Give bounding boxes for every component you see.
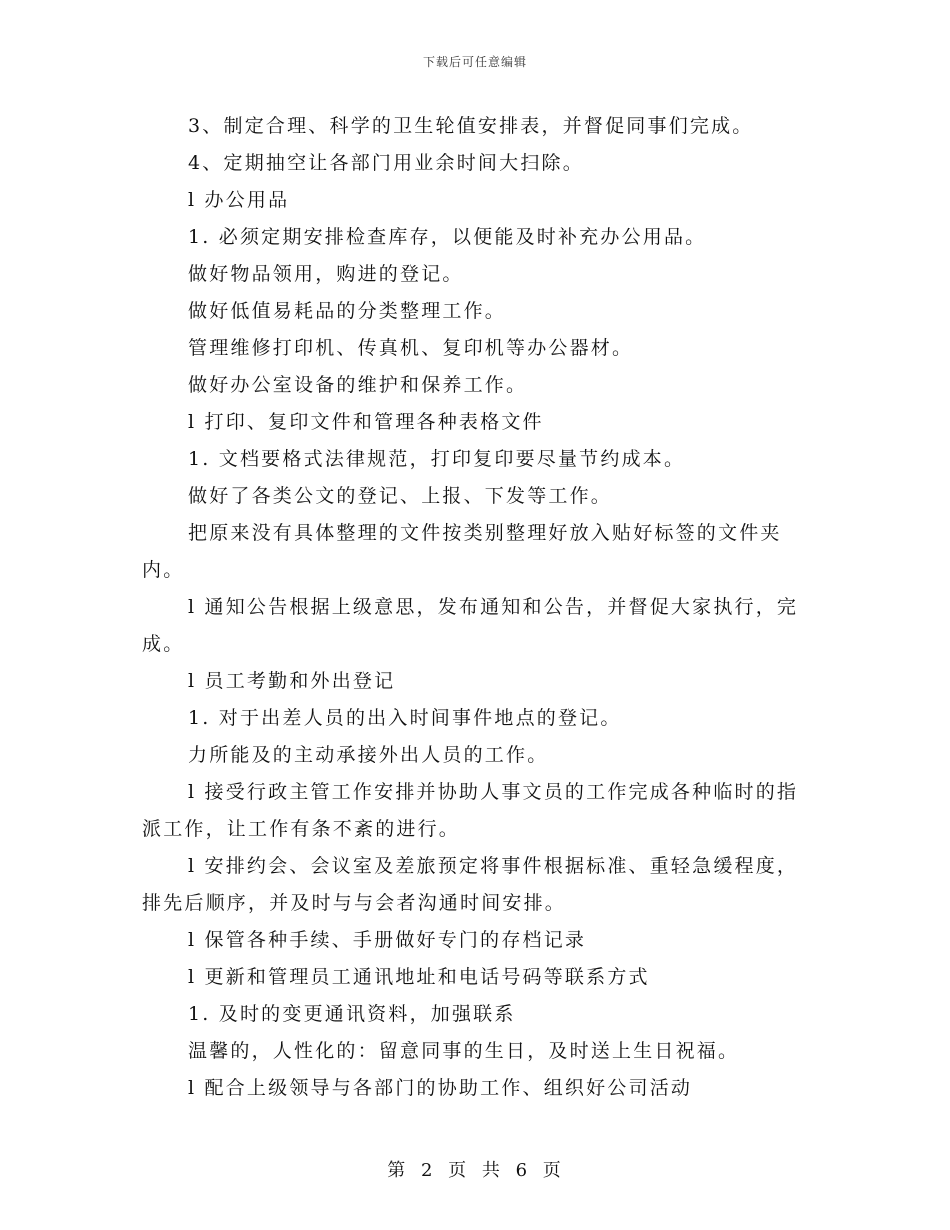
paragraph: 1. 及时的变更通讯资料，加强联系 [188, 1003, 516, 1025]
paragraph: 4、定期抽空让各部门用业余时间大扫除。 [188, 152, 584, 174]
page-header: 下载后可任意编辑 [422, 55, 527, 69]
paragraph: l 接受行政主管工作安排并协助人事文员的工作完成各种临时的指派工作，让工作有条不紊的进行。 [142, 781, 799, 840]
paragraph: l 员工考勤和外出登记 [188, 670, 396, 692]
document-body [142, 108, 812, 1107]
paragraph: l 保管各种手续、手册做好专门的存档记录 [188, 929, 587, 951]
paragraph: l 打印、复印文件和管理各种表格文件 [188, 411, 544, 433]
page-number: 第 2 页 共 6 页 [387, 1160, 563, 1181]
paragraph: 力所能及的主动承接外出人员的工作。 [188, 744, 549, 766]
paragraph: 1. 文档要格式法律规范，打印复印要尽量节约成本。 [188, 448, 686, 470]
paragraph: l 办公用品 [188, 189, 290, 211]
paragraph: 做好办公室设备的维护和保养工作。 [188, 374, 528, 396]
paragraph: 把原来没有具体整理的文件按类别整理好放入贴好标签的文件夹内。 [142, 522, 782, 581]
paragraph: 管理维修打印机、传真机、复印机等办公器材。 [188, 337, 634, 359]
paragraph: 做好物品领用，购进的登记。 [188, 263, 464, 285]
paragraph: 做好低值易耗品的分类整理工作。 [188, 300, 507, 322]
paragraph: 做好了各类公文的登记、上报、下发等工作。 [188, 485, 613, 507]
paragraph: l 安排约会、会议室及差旅预定将事件根据标准、重轻急缓程度，排先后顺序，并及时与与会者沟通时间安排。 [142, 855, 799, 914]
paragraph: l 更新和管理员工通讯地址和电话号码等联系方式 [188, 966, 650, 988]
paragraph: l 通知公告根据上级意思，发布通知和公告，并督促大家执行，完成。 [142, 596, 799, 655]
paragraph: 温馨的，人性化的：留意同事的生日，及时送上生日祝福。 [188, 1040, 740, 1062]
paragraph: 1. 对于出差人员的出入时间事件地点的登记。 [188, 707, 622, 729]
paragraph: 3、制定合理、科学的卫生轮值安排表，并督促同事们完成。 [188, 115, 754, 137]
paragraph: 1. 必须定期安排检查库存，以便能及时补充办公用品。 [188, 226, 707, 248]
paragraph: l 配合上级领导与各部门的协助工作、组织好公司活动 [188, 1077, 693, 1099]
